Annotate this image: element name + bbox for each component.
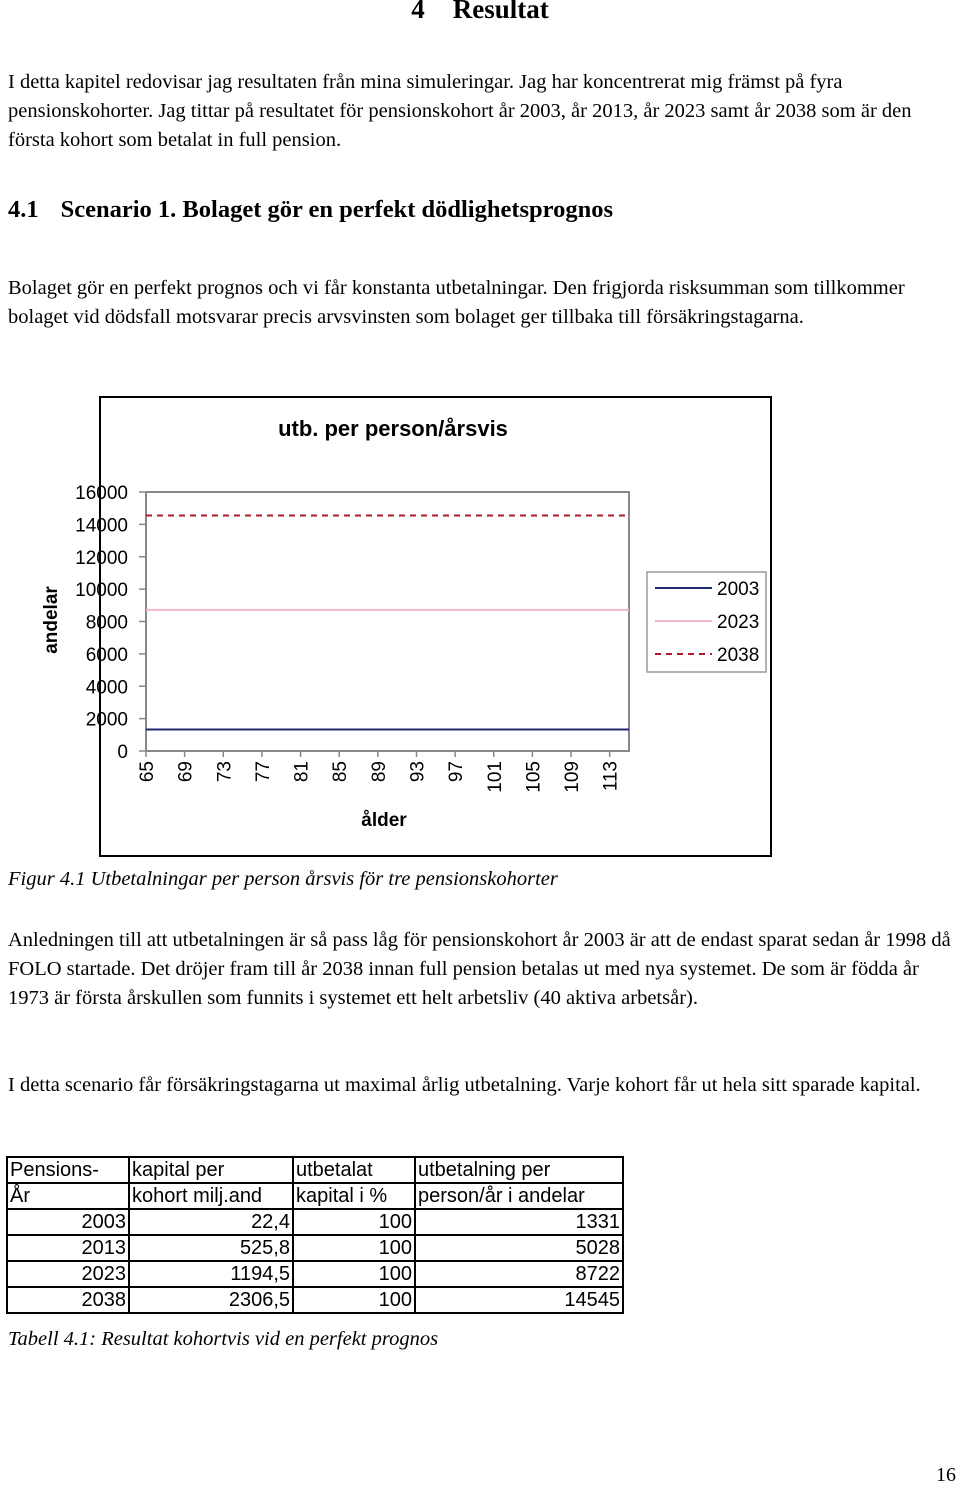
- legend-label-2023: 2023: [717, 612, 760, 633]
- table-header-cell: Pensions-: [7, 1157, 129, 1183]
- x-tick-label: 69: [175, 761, 197, 783]
- y-tick-label: 8000: [85, 612, 128, 634]
- table-cell: 14545: [415, 1287, 623, 1313]
- x-tick-label: 97: [446, 761, 468, 783]
- y-tick-label: 0: [117, 742, 128, 763]
- y-tick-label: 6000: [85, 644, 128, 666]
- x-axis-label: ålder: [361, 810, 407, 831]
- results-table: [6, 1156, 624, 1314]
- legend-label-2003: 2003: [717, 579, 760, 600]
- table-caption: Tabell 4.1: Resultat kohortvis vid en perfekt prognos: [8, 1328, 439, 1350]
- table-row: [7, 1261, 623, 1287]
- table-cell: 2023: [7, 1261, 129, 1287]
- y-tick-label: 4000: [85, 677, 128, 699]
- y-tick-label: 12000: [75, 547, 128, 569]
- figure-caption: Figur 4.1 Utbetalningar per person årsvis för tre pensionskohorter: [8, 868, 558, 890]
- x-tick-label: 93: [407, 761, 429, 783]
- table-row: [7, 1287, 623, 1313]
- table-header-row: [7, 1157, 623, 1183]
- table-cell: 22,4: [129, 1209, 293, 1235]
- y-tick-label: 14000: [75, 515, 128, 537]
- table-header-cell: kapital per: [129, 1157, 293, 1183]
- plot-area: [146, 492, 629, 751]
- paragraph-4: I detta scenario får försäkringstagarna ut maximal årlig utbetalning. Varje kohort får ut hela sitt sparade kapital.: [8, 1074, 921, 1096]
- table-cell: 1194,5: [129, 1261, 293, 1287]
- x-tick-label: 113: [600, 761, 622, 792]
- x-tick-label: 81: [291, 761, 313, 783]
- table-cell: 2306,5: [129, 1287, 293, 1313]
- y-axis-label: andelar: [41, 586, 62, 654]
- table-header-cell: person/år i andelar: [415, 1183, 623, 1209]
- y-tick-label: 16000: [75, 483, 128, 504]
- y-tick-label: 10000: [75, 580, 128, 602]
- table-cell: 5028: [415, 1235, 623, 1261]
- table-cell: 525,8: [129, 1235, 293, 1261]
- table-header-cell: kapital i %: [293, 1183, 415, 1209]
- section-paragraph: Bolaget gör en perfekt prognos och vi får konstanta utbetalningar. Den frigjorda risksumman som tillkommer bolaget vid dödsfall motsvarar precis arvsvinsten som bolaget ger tillbaka till försäkringstagarna.: [8, 277, 905, 328]
- intro-paragraph: I detta kapitel redovisar jag resultaten från mina simuleringar. Jag har koncentrerat mig främst på fyra pensionskohorter. Jag tittar på resultatet för pensionskohort år 2003, år 2013, år 2023 samt år 2038 som är den första kohort som betalat in full pension.: [8, 71, 912, 151]
- table-cell: 2003: [7, 1209, 129, 1235]
- table-cell: 2013: [7, 1235, 129, 1261]
- table-cell: 100: [293, 1287, 415, 1313]
- x-tick-label: 85: [330, 761, 352, 783]
- y-tick-label: 2000: [85, 709, 128, 731]
- table-header-cell: kohort milj.and: [129, 1183, 293, 1209]
- x-tick-label: 77: [252, 761, 274, 783]
- chapter-number: 4: [411, 0, 425, 24]
- table-cell: 2038: [7, 1287, 129, 1313]
- table-header-cell: utbetalning per: [415, 1157, 623, 1183]
- table-header-row: [7, 1183, 623, 1209]
- chart-title: utb. per person/årsvis: [278, 416, 508, 441]
- x-tick-label: 101: [484, 761, 506, 793]
- x-tick-label: 65: [137, 761, 158, 783]
- table-cell: 100: [293, 1261, 415, 1287]
- page-number: 16: [936, 1464, 956, 1486]
- table-cell: 100: [293, 1209, 415, 1235]
- section-number: 4.1: [8, 196, 39, 223]
- x-tick-label: 109: [562, 761, 584, 793]
- x-tick-label: 105: [523, 761, 545, 793]
- paragraph-3: Anledningen till att utbetalningen är så pass låg för pensionskohort år 2003 är att de endast sparat sedan år 1998 då FOLO startade. Det dröjer fram till år 2038 innan full pension betalas ut med nya systemet. De som är födda år 1973 är första årskullen som funnits i systemet ett helt arbetsliv (40 aktiva arbetsår).: [8, 929, 951, 1009]
- x-tick-label: 73: [214, 761, 236, 783]
- table-cell: 1331: [415, 1209, 623, 1235]
- chapter-title: Resultat: [452, 0, 549, 24]
- table-header-cell: År: [7, 1183, 129, 1209]
- x-tick-label: 89: [368, 761, 390, 783]
- table-cell: 100: [293, 1235, 415, 1261]
- table-cell: 8722: [415, 1261, 623, 1287]
- section-title: Scenario 1. Bolaget gör en perfekt dödlighetsprognos: [60, 196, 614, 223]
- table-header-cell: utbetalat: [293, 1157, 415, 1183]
- table-row: [7, 1209, 623, 1235]
- table-row: [7, 1235, 623, 1261]
- legend-label-2038: 2038: [717, 645, 760, 666]
